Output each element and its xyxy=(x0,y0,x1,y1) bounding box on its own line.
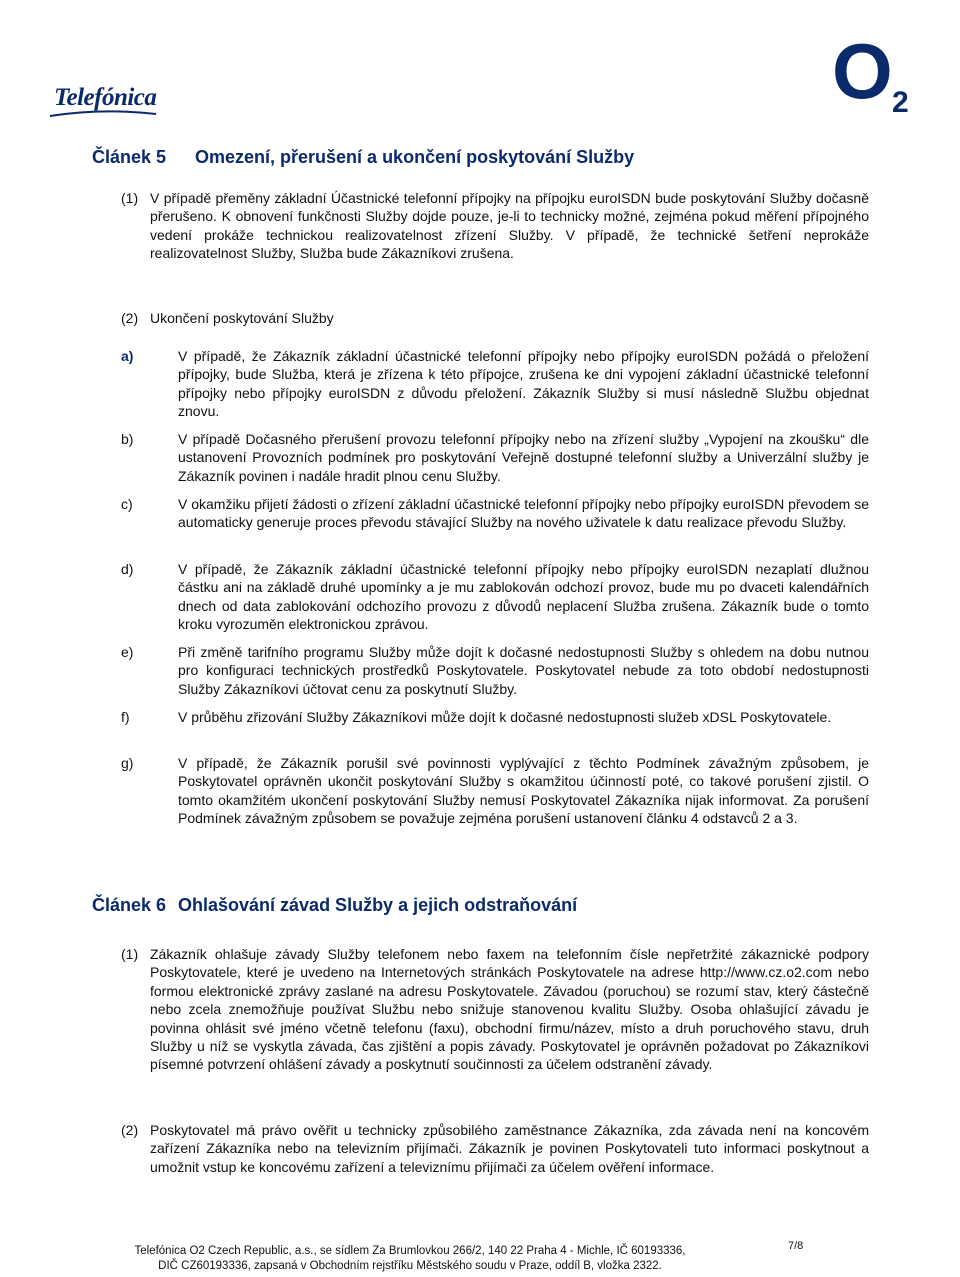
article-5-p2-title: Ukončení poskytování Služby xyxy=(150,310,334,326)
item-e-marker: e) xyxy=(121,644,134,660)
article-5-title: Omezení, přerušení a ukončení poskytování Služby xyxy=(195,147,635,167)
footer-line-1: Telefónica O2 Czech Republic, a.s., se sídlem Za Brumlovkou 266/2, 140 22 Praha 4 - Michle, IČ 60193336, xyxy=(134,1245,686,1257)
item-e-text: Při změně tarifního programu Služby může dojít k dočasné nedostupnosti Služby s ohledem na dobu nutnou pro konfiguraci technických prostředků Poskytovatele. Poskytovatel nebude za toto období nedostupnosti Služby Zákazníkovi účtovat cenu za poskytnutí Služby. xyxy=(178,644,869,697)
item-f-text: V průběhu zřizování Služby Zákazníkovi může dojít k dočasné nedostupnosti služeb xDSL Poskytovatele. xyxy=(178,709,832,725)
item-f-marker: f) xyxy=(121,709,130,725)
item-g-text: V případě, že Zákazník porušil své povinnosti vyplývající z těchto Podmínek závažným způsobem, je Poskytovatel oprávněn ukončit poskytování Služby s okamžitou účinností poté, co takové porušení zjistil. O tomto okamžitém ukončení poskytování Služby nemusí Poskytovatel Zákazníka nijak informovat. Za porušení Podmínek závažným způsobem se považuje zejména porušení ustanovení článku 4 odstavců 2 a 3. xyxy=(178,755,869,827)
telefonica-logo xyxy=(48,84,158,120)
page-number: 7/8 xyxy=(788,1240,804,1252)
item-g-marker: g) xyxy=(121,755,134,771)
article-5-number: Článek 5 xyxy=(92,147,167,167)
article-5-heading xyxy=(92,147,634,168)
article-6-p1-text: Zákazník ohlašuje závady Služby telefonem nebo faxem na telefonním čísle nepřetržité zákaznické podpory Poskytovatele, které je uvedeno na Internetových stránkách Poskytovatele na adrese http://www.cz.o2.com nebo formou elektronické zprávy zaslané na adresu Poskytovatele. Závadou (poruchou) se rozumí stav, který částečně nebo zcela znemožňuje používat Službu nebo snižuje stanovenou kvalitu Služby. Osoba ohlašující závadu je povinna ohlásit své jméno včetně telefonu (faxu), obchodní firmu/název, místo a druh poruchového stavu, druh Služby u níž se vyskytla závada, čas zjištění a popis závady. Poskytovatel je oprávněn požadovat po Zákazníkovi písemné potvrzení ohlášení závady a poskytnutí součinnosti za účelem odstranění závady. xyxy=(150,946,869,1073)
o2-logo-digit: 2 xyxy=(892,86,909,119)
article-5-p1-marker: (1) xyxy=(121,190,139,206)
item-d-text: V případě, že Zákazník základní účastnické telefonní přípojky nebo přípojky euroISDN nezaplatí dlužnou částku ani na základě druhé upomínky a je mu zablokován odchozí provoz, bude mu po dvaceti kalendářních dnech od data zablokování odchozího provozu z důvodů neplacení Služba zrušena. Zákazník bude o tomto kroku vyrozuměn elektronickou zprávou. xyxy=(178,561,869,633)
o2-logo-letter: O xyxy=(832,27,893,115)
o2-logo xyxy=(832,27,922,122)
article-6-p1-marker: (1) xyxy=(121,946,139,962)
footer-line-2: DIČ CZ60193336, zapsaná v Obchodním rejstříku Městského soudu v Praze, oddíl B, vložka 2322. xyxy=(158,1260,662,1272)
article-6-heading xyxy=(92,895,577,916)
telefonica-swoosh-icon xyxy=(48,110,158,120)
article-5-p1-text: V případě přeměny základní Účastnické telefonní přípojky na přípojku euroISDN bude poskytování Služby dočasně přerušeno. K obnovení funkčnosti Služby dojde pouze, je-li to technicky možné, zejména pokud měření přípojného vedení prokáže technickou realizovatelnost zřízení Služby. V případě, že technické šetření neprokáže realizovatelnost Služby, Služba bude Zákazníkovi zrušena. xyxy=(150,190,869,262)
item-c-marker: c) xyxy=(121,496,133,512)
item-d-marker: d) xyxy=(121,561,134,577)
article-6-p2-text: Poskytovatel má právo ověřit u technicky způsobilého zaměstnance Zákazníka, zda závada není na koncovém zařízení Zákazníka nebo na televizním přijímači. Zákazník je povinen Poskytovateli tuto informaci poskytnout a umožnit vstup ke koncovému zařízení a televiznímu přijímači za účelem ověření informace. xyxy=(150,1122,869,1175)
item-b-marker: b) xyxy=(121,431,134,447)
article-5-p2-marker: (2) xyxy=(121,310,139,326)
item-b-text: V případě Dočasného přerušení provozu telefonní přípojky nebo na zřízení služby „Vypojení na zkoušku“ dle ustanovení Provozních podmínek pro poskytování Veřejně dostupné telefonní služby a Univerzální služby je Zákazník povinen i nadále hradit plnou cenu Služby. xyxy=(178,431,869,484)
telefonica-logo-text: Telefónica xyxy=(54,84,157,111)
item-a-marker: a) xyxy=(121,348,134,364)
article-6-p2-marker: (2) xyxy=(121,1122,139,1138)
article-6-number: Článek 6 xyxy=(92,895,167,915)
footer xyxy=(100,1244,720,1274)
item-a-text: V případě, že Zákazník základní účastnické telefonní přípojky nebo přípojky euroISDN požádá o přeložení přípojky, bude Služba, která je zřízena k této přípojce, zrušena ke dni vypojení základní účastnické telefonní přípojky nebo přípojky euroISDN z důvodu přeložení. Zákazník Služby si musí následně Službu objednat znovu. xyxy=(178,348,869,420)
article-6-title: Ohlašování závad Služby a jejich odstraňování xyxy=(178,895,578,915)
item-c-text: V okamžiku přijetí žádosti o zřízení základní účastnické telefonní přípojky nebo přípojky euroISDN převodem se automaticky generuje proces převodu stávající Služby na nového uživatele k datu realizace převodu Služby. xyxy=(178,496,870,531)
